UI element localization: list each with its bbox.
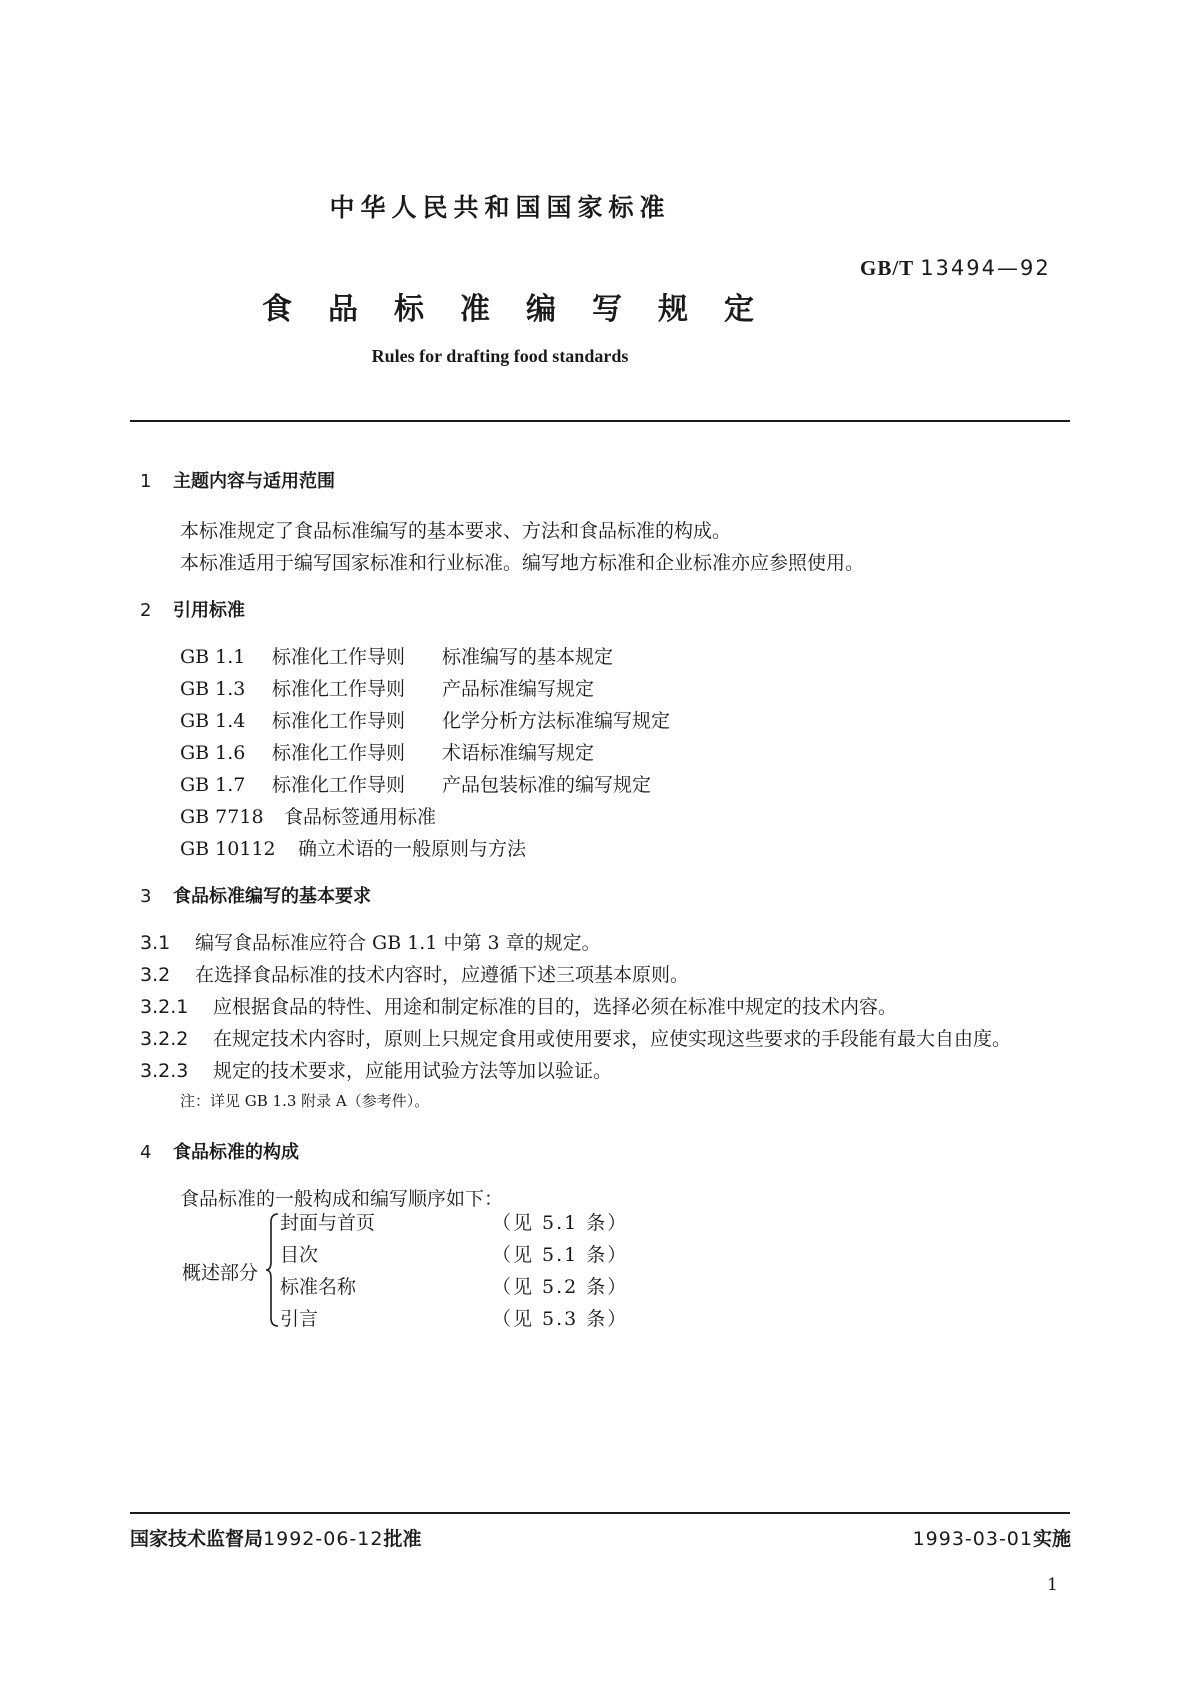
section-1-heading — [140, 467, 335, 493]
reference-item — [180, 770, 651, 797]
section-2-number: 2 — [140, 600, 152, 621]
reference-group: 标准化工作导则 — [272, 646, 406, 668]
structure-item — [280, 1208, 628, 1235]
section-4-intro: 食品标准的一般构成和编写顺序如下： — [180, 1188, 504, 1210]
footer-divider — [130, 1512, 1070, 1514]
reference-group: 标准化工作导则 — [272, 678, 406, 700]
approval-date: 1992-06-12 — [263, 1528, 384, 1550]
standard-code-prefix: GB/T — [860, 256, 915, 280]
section-1-number: 1 — [140, 471, 152, 492]
reference-item — [180, 674, 594, 701]
reference-code: GB 1.7 — [180, 774, 246, 796]
standard-code — [860, 256, 1051, 281]
structure-item — [280, 1240, 628, 1267]
section-3-heading — [140, 882, 371, 908]
clause-item — [140, 1024, 1011, 1051]
reference-title: 标准编写的基本规定 — [442, 646, 614, 668]
curly-brace-icon — [265, 1212, 279, 1328]
approval-org: 国家技术监督局 — [130, 1528, 264, 1550]
document-subtitle: Rules for drafting food standards — [371, 346, 629, 366]
reference-title: 化学分析方法标准编写规定 — [442, 710, 671, 732]
clause-number: 3.2.1 — [140, 996, 189, 1018]
reference-code: GB 7718 — [180, 806, 264, 828]
section-1-para-2: 本标准适用于编写国家标准和行业标准。编写地方标准和企业标准亦应参照使用。 — [180, 552, 865, 574]
section-4-number: 4 — [140, 1142, 152, 1163]
clause-text: 编写食品标准应符合 GB 1.1 中第 3 章的规定。 — [195, 932, 601, 954]
structure-item-label: 封面与首页 — [280, 1212, 376, 1234]
section-3-number: 3 — [140, 886, 152, 907]
reference-title: 术语标准编写规定 — [442, 742, 595, 764]
section-3-title: 食品标准编写的基本要求 — [173, 886, 371, 907]
section-2-title: 引用标准 — [173, 600, 245, 621]
clause-text: 在选择食品标准的技术内容时，应遵循下述三项基本原则。 — [195, 964, 690, 986]
structure-item — [280, 1304, 628, 1331]
structure-item-label: 标准名称 — [280, 1276, 357, 1298]
page-number: 1 — [1047, 1575, 1058, 1595]
structure-group-label: 概述部分 — [182, 1262, 259, 1284]
clause-number: 3.1 — [140, 932, 171, 954]
section-3-note: 注：详见 GB 1.3 附录 A（参考件）。 — [180, 1092, 430, 1110]
reference-group: 标准化工作导则 — [272, 774, 406, 796]
clause-number: 3.2 — [140, 964, 171, 986]
reference-group: 标准化工作导则 — [272, 742, 406, 764]
reference-title: 产品标准编写规定 — [442, 678, 595, 700]
section-2-heading — [140, 596, 245, 622]
reference-item — [180, 802, 436, 829]
section-4-heading — [140, 1138, 299, 1164]
clause-text: 在规定技术内容时，原则上只规定食用或使用要求，应使实现这些要求的手段能有最大自由度。 — [213, 1028, 1012, 1050]
clause-text: 规定的技术要求，应能用试验方法等加以验证。 — [213, 1060, 613, 1082]
reference-item — [180, 834, 526, 861]
section-4-title: 食品标准的构成 — [173, 1142, 299, 1163]
reference-code: GB 1.3 — [180, 678, 246, 700]
clause-item — [140, 960, 689, 987]
clause-number: 3.2.3 — [140, 1060, 189, 1082]
reference-title: 食品标签通用标准 — [284, 806, 437, 828]
implementation-line — [913, 1524, 1071, 1551]
reference-code: GB 1.6 — [180, 742, 246, 764]
section-1-title: 主题内容与适用范围 — [173, 471, 335, 492]
reference-item — [180, 642, 613, 669]
approval-suffix: 批准 — [383, 1528, 422, 1550]
implementation-suffix: 实施 — [1032, 1528, 1071, 1550]
approval-line — [130, 1524, 421, 1551]
reference-item — [180, 738, 594, 765]
clause-item — [140, 928, 601, 955]
clause-item — [140, 992, 897, 1019]
reference-group: 标准化工作导则 — [272, 710, 406, 732]
structure-item-ref: （见 5.3 条） — [492, 1308, 629, 1330]
structure-item — [280, 1272, 628, 1299]
clause-item — [140, 1056, 612, 1083]
structure-item-ref: （见 5.1 条） — [492, 1212, 629, 1234]
structure-item-label: 目次 — [280, 1244, 319, 1266]
document-title: 食品标准编写规定 — [262, 292, 790, 327]
clause-text: 应根据食品的特性、用途和制定标准的目的，选择必须在标准中规定的技术内容。 — [213, 996, 898, 1018]
standard-title: 中华人民共和国国家标准 — [329, 193, 671, 222]
section-1-para-1: 本标准规定了食品标准编写的基本要求、方法和食品标准的构成。 — [180, 520, 732, 542]
reference-item — [180, 706, 670, 733]
structure-item-label: 引言 — [280, 1308, 319, 1330]
clause-number: 3.2.2 — [140, 1028, 189, 1050]
structure-item-ref: （见 5.2 条） — [492, 1276, 629, 1298]
standard-code-number: 13494—92 — [920, 256, 1051, 280]
reference-title: 确立术语的一般原则与方法 — [298, 838, 527, 860]
reference-title: 产品包装标准的编写规定 — [442, 774, 652, 796]
header-divider — [130, 420, 1070, 422]
structure-item-ref: （见 5.1 条） — [492, 1244, 629, 1266]
reference-code: GB 10112 — [180, 838, 276, 860]
reference-code: GB 1.1 — [180, 646, 246, 668]
implementation-date: 1993-03-01 — [912, 1528, 1033, 1550]
reference-code: GB 1.4 — [180, 710, 246, 732]
